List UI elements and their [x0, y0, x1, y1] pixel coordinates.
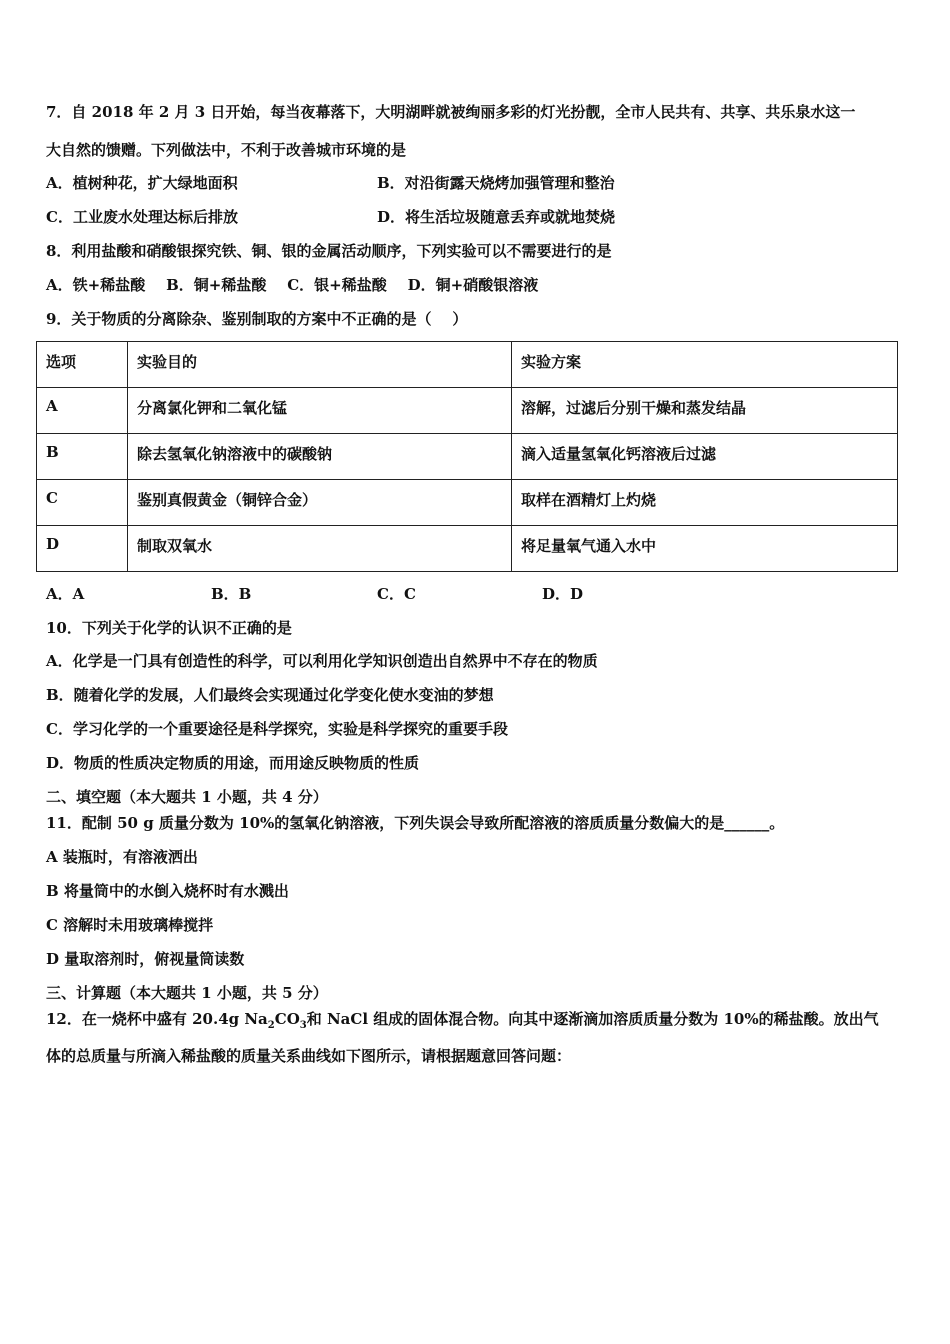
row-plan: 将足量氧气通入水中 [512, 526, 898, 572]
q7-stem-line1: 7．自 2018 年 2 月 3 日开始，每当夜幕落下，大明湖畔就被绚丽多彩的灯光扮靓，全市人民共有、共享、共乐泉水这一 [46, 103, 856, 121]
header-option: 选项 [37, 342, 128, 388]
row-plan: 滴入适量氢氧化钙溶液后过滤 [512, 434, 898, 480]
q11-option-c: C 溶解时未用玻璃棒搅拌 [46, 916, 214, 934]
q10-stem: 10．下列关于化学的认识不正确的是 [46, 619, 292, 637]
q11-option-b: B 将量筒中的水倒入烧杯时有水溅出 [46, 882, 289, 900]
q9-option-a: A．A [46, 585, 85, 603]
q10-option-c: C．学习化学的一个重要途径是科学探究，实验是科学探究的重要手段 [46, 720, 508, 738]
q12-text-part1: 12．在一烧杯中盛有 20.4g Na [46, 1010, 268, 1028]
table-row [37, 388, 898, 434]
q12-subscript-2: 3 [299, 1020, 307, 1031]
section-calculation-title: 三、计算题（本大题共 1 小题，共 5 分） [46, 984, 328, 1002]
q10-option-a: A．化学是一门具有创造性的科学，可以利用化学知识创造出自然界中不存在的物质 [46, 652, 598, 670]
row-purpose: 除去氢氧化钠溶液中的碳酸钠 [128, 434, 512, 480]
section-fill-in-title: 二、填空题（本大题共 1 小题，共 4 分） [46, 788, 328, 806]
q9-option-d: D．D [542, 585, 584, 603]
row-option: B [37, 434, 128, 480]
q7-option-a: A．植树种花，扩大绿地面积 [46, 174, 238, 192]
table-row [37, 480, 898, 526]
q7-option-b: B．对沿街露天烧烤加强管理和整治 [377, 174, 615, 192]
q7-option-d: D．将生活垃圾随意丢弃或就地焚烧 [377, 208, 616, 226]
q12-text-part2: CO [274, 1010, 300, 1028]
q12-stem-line1 [46, 1009, 879, 1036]
q12-text-part3: 和 NaCl 组成的固体混合物。向其中逐渐滴加溶质质量分数为 10%的稀盐酸。放出气 [306, 1010, 879, 1028]
table-row [37, 526, 898, 572]
q11-option-a: A 装瓶时，有溶液洒出 [46, 848, 198, 866]
q9-option-c: C．C [377, 585, 416, 603]
row-option: D [37, 526, 128, 572]
row-purpose: 分离氯化钾和二氧化锰 [128, 388, 512, 434]
row-plan: 溶解，过滤后分别干燥和蒸发结晶 [512, 388, 898, 434]
q10-option-d: D．物质的性质决定物质的用途，而用途反映物质的性质 [46, 754, 420, 772]
q11-option-d: D 量取溶剂时，俯视量筒读数 [46, 950, 245, 968]
header-purpose: 实验目的 [128, 342, 512, 388]
row-purpose: 鉴别真假黄金（铜锌合金） [128, 480, 512, 526]
q9-stem: 9．关于物质的分离除杂、鉴别制取的方案中不正确的是（ ） [46, 310, 468, 328]
q7-option-c: C．工业废水处理达标后排放 [46, 208, 238, 226]
q11-stem: 11．配制 50 g 质量分数为 10%的氢氧化钠溶液，下列失误会导致所配溶液的溶质质量分数偏大的是______。 [46, 814, 785, 832]
q8-options: A．铁+稀盐酸 B．铜+稀盐酸 C．银+稀盐酸 D．铜+硝酸银溶液 [46, 276, 539, 294]
table-header-row [37, 342, 898, 388]
q7-stem-line2: 大自然的馈赠。下列做法中，不利于改善城市环境的是 [46, 141, 407, 159]
table-row [37, 434, 898, 480]
q12-stem-line2: 体的总质量与所滴入稀盐酸的质量关系曲线如下图所示，请根据题意回答问题： [46, 1047, 572, 1065]
q9-option-b: B．B [211, 585, 252, 603]
q8-stem: 8．利用盐酸和硝酸银探究铁、铜、银的金属活动顺序，下列实验可以不需要进行的是 [46, 242, 612, 260]
row-option: C [37, 480, 128, 526]
q12-subscript-1: 2 [267, 1020, 275, 1031]
q9-experiment-table [36, 341, 898, 572]
header-plan: 实验方案 [512, 342, 898, 388]
row-option: A [37, 388, 128, 434]
row-plan: 取样在酒精灯上灼烧 [512, 480, 898, 526]
q10-option-b: B．随着化学的发展，人们最终会实现通过化学变化使水变油的梦想 [46, 686, 494, 704]
row-purpose: 制取双氧水 [128, 526, 512, 572]
